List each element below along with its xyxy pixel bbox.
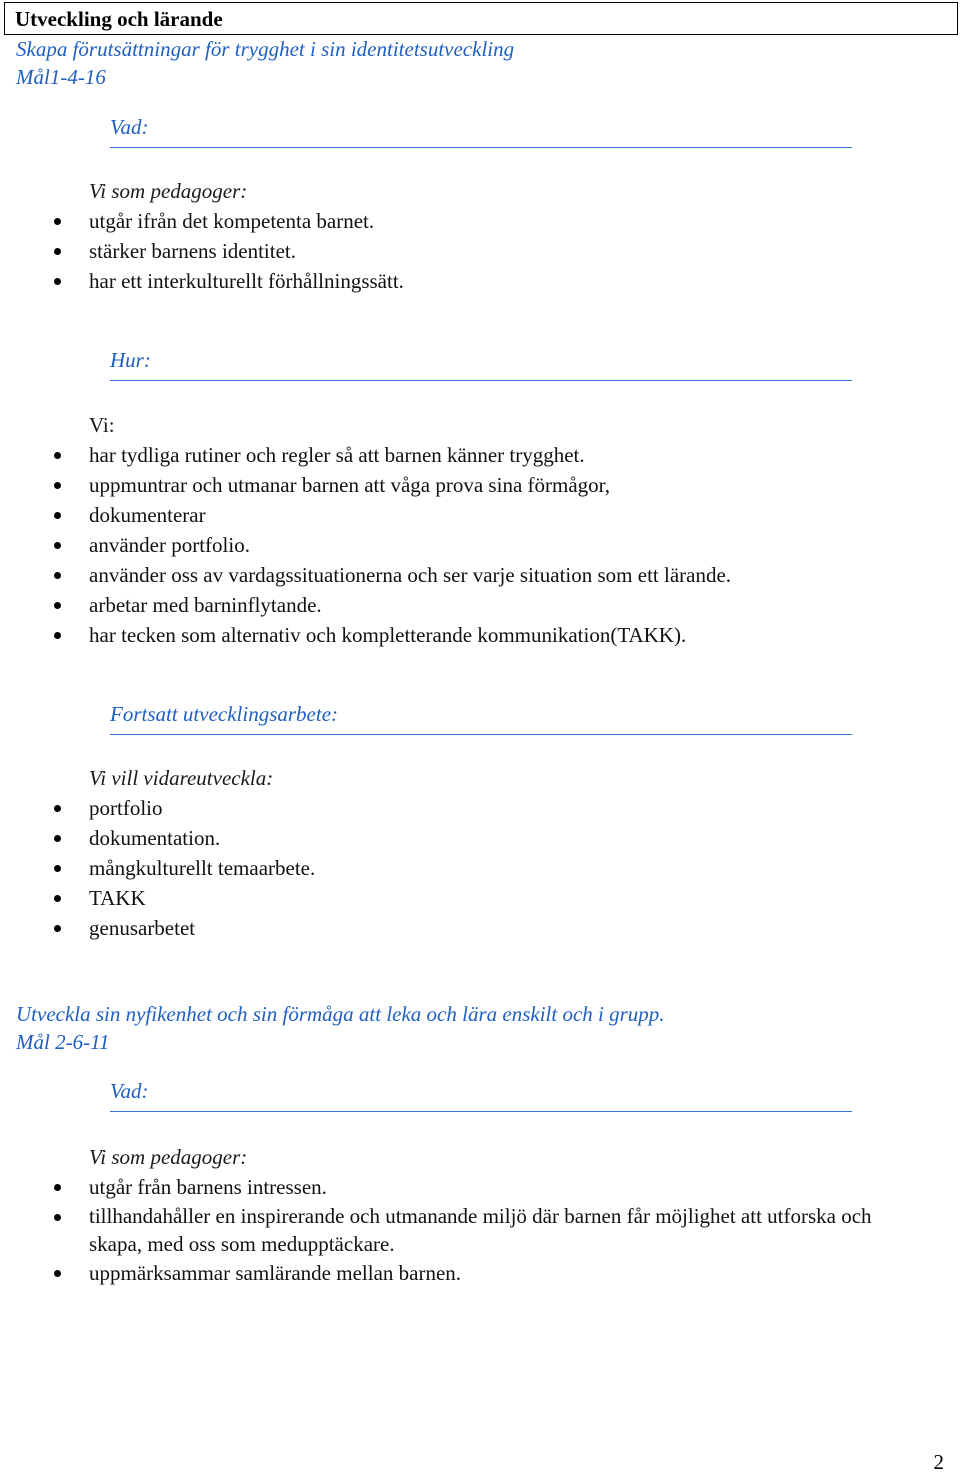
goal-code-1: Mål1-4-16 [16, 65, 106, 89]
vad-heading-1: Vad: [110, 113, 852, 148]
hur-heading-1: Hur: [110, 346, 852, 381]
list-item: uppmärksammar samlärande mellan barnen. [0, 1258, 960, 1288]
bullet-icon [54, 512, 61, 519]
bullet-icon [54, 632, 61, 639]
bullet-icon [54, 865, 61, 872]
bullet-icon [54, 248, 61, 255]
page-header [4, 2, 958, 35]
goal-code-2: Mål 2-6-11 [16, 1030, 110, 1054]
list-item: dokumentation. [0, 823, 960, 853]
hur-intro-1: Vi: [89, 413, 115, 437]
list-item: arbetar med barninflytande. [0, 590, 960, 620]
header-title: Utveckling och lärande [15, 7, 223, 31]
vad-list-2 [0, 1172, 960, 1288]
list-item: TAKK [0, 883, 960, 913]
bullet-icon [54, 542, 61, 549]
bullet-icon [54, 1184, 61, 1191]
bullet-icon [54, 895, 61, 902]
list-item: använder portfolio. [0, 530, 960, 560]
bullet-icon [54, 1214, 61, 1221]
bullet-icon [54, 925, 61, 932]
goal-title-1: Skapa förutsättningar för trygghet i sin identitetsutveckling [16, 37, 515, 61]
hur-list-1 [0, 440, 960, 650]
bullet-icon [54, 1270, 61, 1277]
list-item: tillhandahåller en inspirerande och utmanande miljö där barnen får möjlighet att utforska och skapa, med oss som medupptäckare. [0, 1202, 960, 1258]
bullet-icon [54, 218, 61, 225]
list-item: har tydliga rutiner och regler så att barnen känner trygghet. [0, 440, 960, 470]
list-item: utgår ifrån det kompetenta barnet. [0, 206, 960, 236]
list-item: använder oss av vardagssituationerna och ser varje situation som ett lärande. [0, 560, 960, 590]
bullet-icon [54, 835, 61, 842]
fortsatt-heading-1: Fortsatt utvecklingsarbete: [110, 700, 852, 735]
bullet-icon [54, 602, 61, 609]
list-item: mångkulturellt temaarbete. [0, 853, 960, 883]
bullet-icon [54, 278, 61, 285]
goal-title-2: Utveckla sin nyfikenhet och sin förmåga att leka och lära enskilt och i grupp. [16, 1002, 665, 1026]
bullet-icon [54, 805, 61, 812]
fortsatt-intro-1: Vi vill vidareutveckla: [89, 766, 274, 790]
bullet-icon [54, 572, 61, 579]
vad-list-1 [0, 206, 960, 296]
list-item: dokumenterar [0, 500, 960, 530]
vad-intro-1: Vi som pedagoger: [89, 179, 248, 203]
bullet-icon [54, 452, 61, 459]
list-item: portfolio [0, 793, 960, 823]
fortsatt-list-1 [0, 793, 960, 943]
list-item: har ett interkulturellt förhållningssätt. [0, 266, 960, 296]
vad-heading-2: Vad: [110, 1077, 852, 1112]
list-item: genusarbetet [0, 913, 960, 943]
page-number: 2 [933, 1450, 944, 1474]
bullet-icon [54, 482, 61, 489]
vad-intro-2: Vi som pedagoger: [89, 1145, 248, 1169]
list-item: stärker barnens identitet. [0, 236, 960, 266]
list-item: uppmuntrar och utmanar barnen att våga prova sina förmågor, [0, 470, 960, 500]
list-item: utgår från barnens intressen. [0, 1172, 960, 1202]
list-item: har tecken som alternativ och kompletterande kommunikation(TAKK). [0, 620, 960, 650]
